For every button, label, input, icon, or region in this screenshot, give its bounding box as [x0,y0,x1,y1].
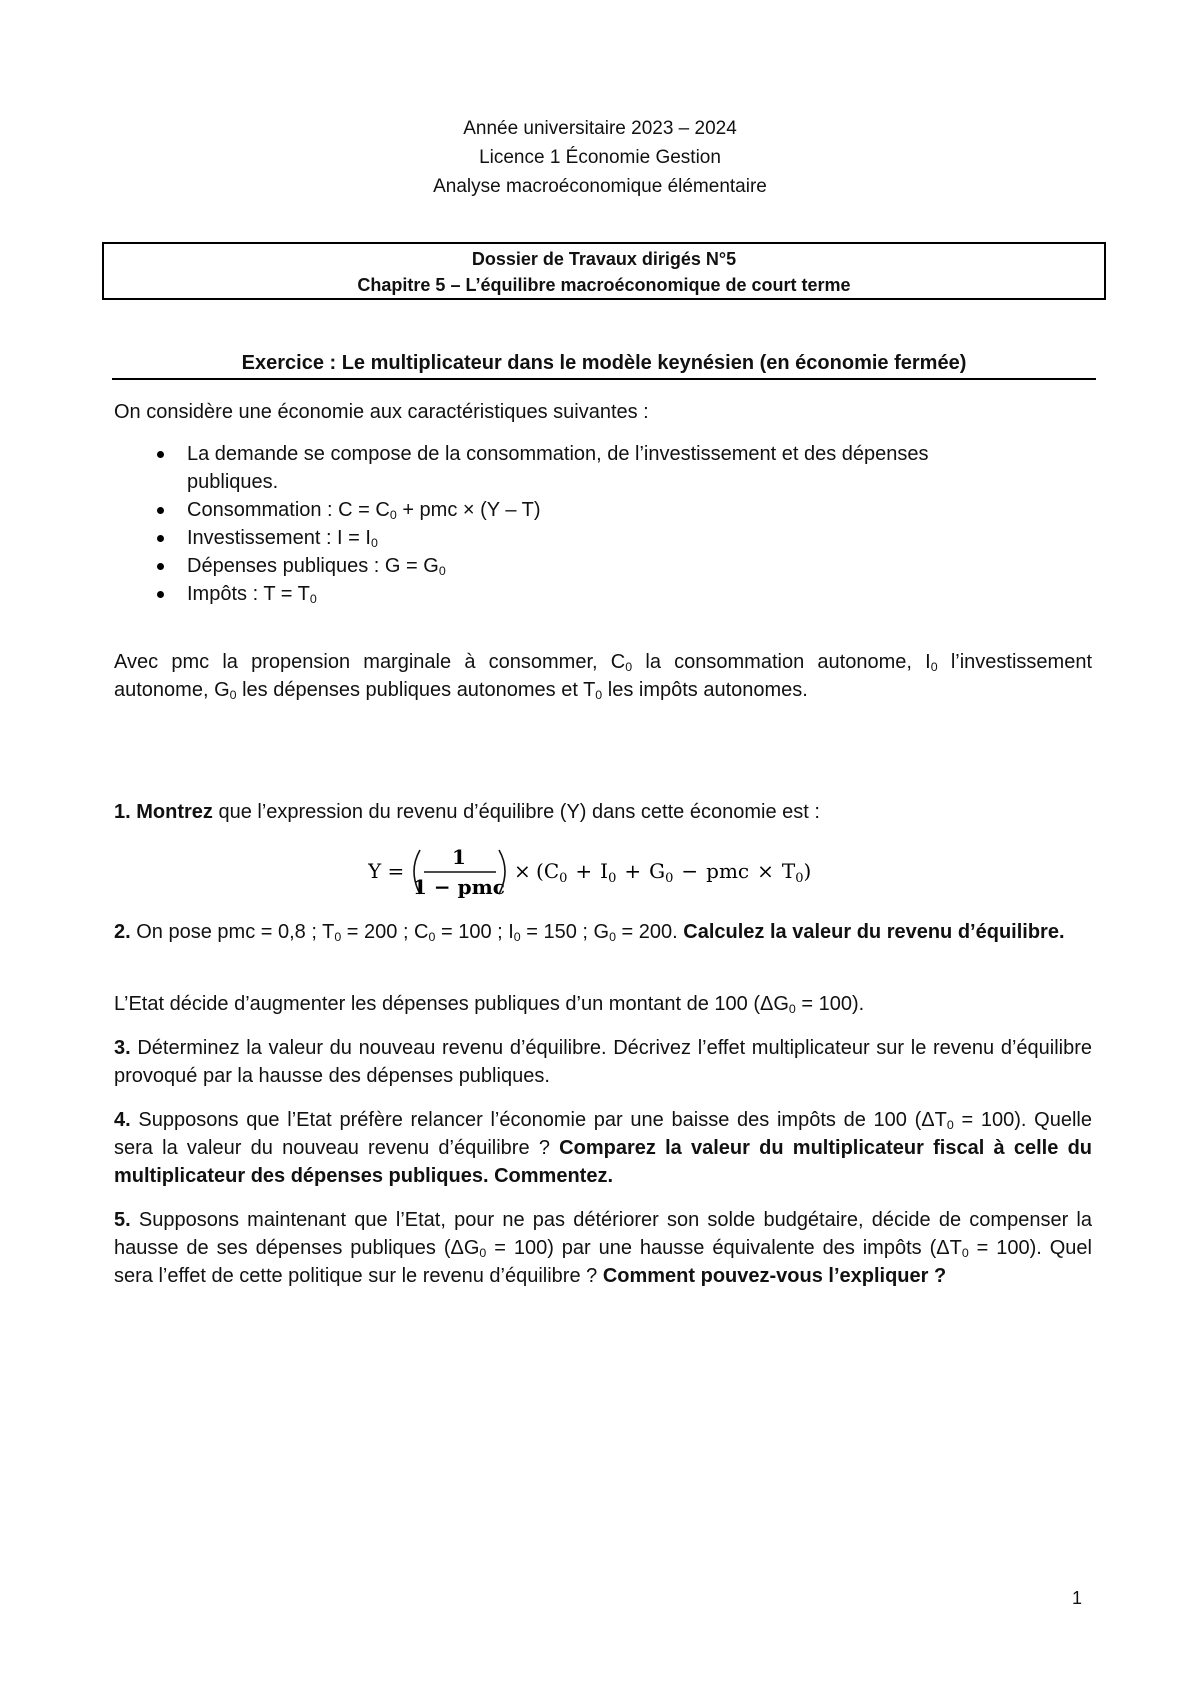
question-instruction: Calculez la valeur du revenu d’équilibre. [683,921,1065,943]
definitions-part: les impôts autonomes. [602,679,808,701]
question-2 [114,918,1092,946]
subscript-zero: 0 [479,1246,487,1260]
definitions-part: Avec pmc la propension marginale à consommer, C [114,651,626,673]
program-name: Licence 1 Économie Gestion [479,147,721,168]
question-number: 3. [114,1037,131,1059]
statement-text: = 100). [795,993,865,1015]
formula-t: T [781,859,796,883]
question-text: = 100). Quel sera l’effet de cette politique sur le revenu d’équilibre ? [114,1237,1092,1287]
subscript-zero: 0 [513,930,521,944]
question-text: = 100) par une hausse équivalente des impôts (ΔT [486,1237,962,1259]
list-item [114,496,1014,524]
characteristics-list [114,440,1014,608]
exercise-intro: On considère une économie aux caractéristiques suivantes : [114,401,649,423]
subscript-zero: 0 [609,930,616,944]
question-text: = 100 ; I [435,921,514,943]
list-item [114,524,1014,552]
formula-c: C [543,859,560,883]
question-text: Supposons que l’Etat préfère relancer l’économie par une baisse des impôts de 100 (ΔT [130,1109,947,1131]
policy-statement [114,990,864,1018]
question-1 [114,798,820,826]
dossier-title: Dossier de Travaux dirigés N°5 [471,249,737,269]
definitions-paragraph [114,648,1092,704]
formula-subscript: 0 [608,871,617,886]
formula-minus: − [681,859,699,883]
formula-lhs: Y = [368,859,405,883]
subscript-zero: 0 [334,930,342,944]
subscript-zero: 0 [438,564,446,578]
formula-plus: + [575,859,593,883]
formula-open-paren: ( [536,859,544,883]
question-text: = 150 ; G [520,921,610,943]
question-instruction: Comment pouvez-vous l’expliquer ? [602,1265,947,1287]
subscript-zero: 0 [788,1002,796,1016]
taxes-label: Impôts : T = T [187,583,310,605]
formula-pmc: pmc [706,859,750,883]
chapter-title: Chapitre 5 – L’équilibre macroéconomique de court terme [357,275,851,295]
formula-times: × [514,859,531,883]
course-name: Analyse macroéconomique élémentaire [433,176,767,197]
formula-subscript: 0 [665,871,674,886]
demand-text: La demande se compose de la consommation, de l’investissement et des dépenses publiques. [187,443,929,493]
question-5 [114,1206,1092,1290]
subscript-zero: 0 [309,592,317,606]
question-4 [114,1106,1092,1190]
page-number: 1 [1072,1588,1083,1608]
question-text: que l’expression du revenu d’équilibre (Y) dans cette économie est : [212,801,820,823]
formula-close-paren: ) [803,859,812,883]
list-item [114,580,1014,608]
subscript-zero: 0 [389,508,397,522]
subscript-zero: 0 [946,1118,954,1132]
investment-label: Investissement : I = I [187,527,371,549]
consumption-rest: + pmc × (Y – T) [396,499,541,521]
subscript-zero: 0 [595,688,603,702]
question-verb: Montrez [130,801,213,823]
public-spending-label: Dépenses publiques : G = G [187,555,439,577]
question-text: = 200. [616,921,684,943]
subscript-zero: 0 [625,660,633,674]
list-item [114,552,1014,580]
subscript-zero: 0 [229,688,237,702]
title-box [102,242,1106,300]
document-header [0,114,1200,201]
question-text: Déterminez la valeur du nouveau revenu d’équilibre. Décrivez l’effet multiplicateur sur le revenu d’équilibre provoqué par la hausse des dépenses publiques. [114,1037,1092,1087]
academic-year: Année universitaire 2023 – 2024 [463,118,737,139]
formula-g: G [649,859,666,883]
formula-subscript: 0 [559,871,568,886]
definitions-part: la consommation autonome, I [632,651,931,673]
formula-subscript: 0 [795,871,804,886]
exercise-title: Exercice : Le multiplicateur dans le modèle keynésien (en économie fermée) [112,348,1096,380]
question-instruction: Comparez la valeur du multiplicateur fiscal à celle du multiplicateur des dépenses publiques. Commentez. [114,1137,1092,1187]
formula-times: × [757,859,774,883]
question-text: On pose pmc = 0,8 ; T [130,921,335,943]
equilibrium-formula [368,834,888,904]
formula-denominator: 1 − pmc [413,875,505,899]
question-text: = 200 ; C [341,921,429,943]
subscript-zero: 0 [370,536,378,550]
question-number: 1. [114,801,131,823]
consumption-label: Consommation : C = C [187,499,390,521]
question-text: Supposons maintenant que l’Etat, pour ne pas détériorer son solde budgétaire, décide de compenser la hausse de ses dépenses publiques (ΔG [114,1209,1092,1259]
subscript-zero: 0 [961,1246,969,1260]
question-text: = 100). Quelle sera la valeur du nouveau revenu d’équilibre ? [114,1109,1092,1159]
statement-text: L’Etat décide d’augmenter les dépenses publiques d’un montant de 100 (ΔG [114,993,789,1015]
list-item [114,440,1014,496]
question-number: 2. [114,921,131,943]
subscript-zero: 0 [930,660,938,674]
question-number: 4. [114,1109,131,1131]
formula-expression [536,859,811,886]
question-3 [114,1034,1092,1090]
subscript-zero: 0 [428,930,436,944]
question-number: 5. [114,1209,131,1231]
definitions-part: les dépenses publiques autonomes et T [236,679,596,701]
formula-numerator: 1 [452,845,466,869]
formula-plus: + [624,859,642,883]
definitions-part: l’investissement autonome, G [114,651,1093,701]
formula-i: I [600,859,609,883]
